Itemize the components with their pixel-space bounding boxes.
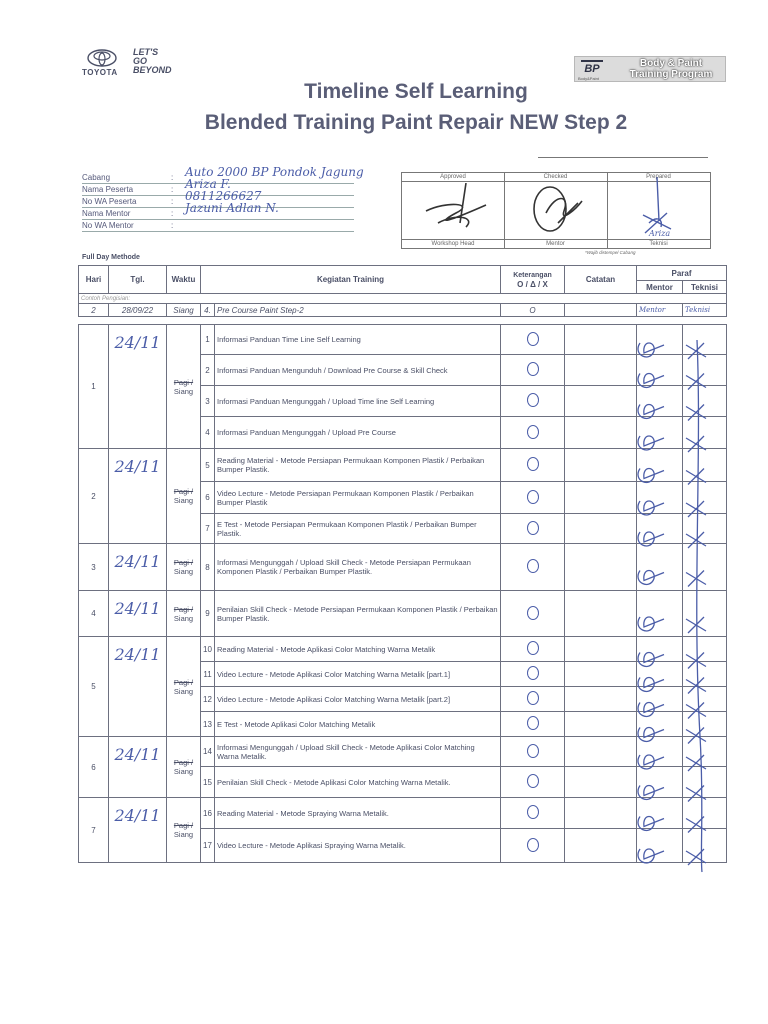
activity-number: 12: [201, 687, 215, 712]
activity-number: 1: [201, 325, 215, 355]
training-table: [78, 265, 726, 863]
catatan-cell[interactable]: [565, 514, 637, 544]
catatan-cell[interactable]: [565, 417, 637, 449]
mentor-paraf-mark: [638, 405, 664, 419]
mentor-paraf-mark: [638, 728, 664, 742]
hari-cell: 7: [79, 798, 109, 863]
mentor-paraf-mark: [638, 469, 664, 483]
keterangan-mark[interactable]: [501, 767, 565, 798]
activity-number: 10: [201, 637, 215, 662]
teknisi-paraf-mark: [686, 617, 706, 633]
mentor-paraf-mark: [638, 374, 664, 388]
activity-text: E Test - Metode Persiapan Permukaan Komponen Plastik / Perbaikan Bumper Plastik.: [215, 514, 501, 544]
catatan-cell[interactable]: [565, 798, 637, 829]
catatan-cell[interactable]: [565, 712, 637, 737]
waktu-cell: Pagi / Siang: [167, 544, 201, 591]
teknisi-paraf-mark: [686, 678, 706, 694]
info-label: No WA Peserta: [82, 197, 137, 206]
activity-number: 13: [201, 712, 215, 737]
teknisi-paraf-mark: [686, 405, 706, 421]
mentor-paraf-mark: [638, 849, 664, 863]
catatan-cell[interactable]: [565, 544, 637, 591]
teknisi-paraf-mark: [686, 653, 706, 669]
info-colon: :: [171, 173, 174, 182]
activity-text: Reading Material - Metode Persiapan Permukaan Komponen Plastik / Perbaikan Bumper Plastik.: [215, 449, 501, 482]
catatan-cell[interactable]: [565, 687, 637, 712]
teknisi-paraf-mark: [686, 436, 706, 452]
bp-icon: BP: [581, 60, 603, 79]
catatan-cell[interactable]: [565, 482, 637, 514]
stamp-note: *Wajib distempel Cabang: [585, 250, 636, 255]
catatan-cell[interactable]: [565, 737, 637, 767]
activity-text: Penilaian Skill Check - Metode Persiapan Permukaan Komponen Plastik / Perbaikan Bumper Plastik.: [215, 591, 501, 637]
keterangan-mark[interactable]: [501, 325, 565, 355]
activity-number: 17: [201, 829, 215, 863]
col-catatan: Catatan: [565, 266, 637, 294]
circle-mark-icon: [527, 559, 539, 573]
info-label: No WA Mentor: [82, 221, 134, 230]
activity-number: 14: [201, 737, 215, 767]
keterangan-mark[interactable]: [501, 544, 565, 591]
catatan-cell[interactable]: [565, 355, 637, 386]
teknisi-paraf-mark: [686, 501, 706, 517]
circle-mark-icon: [527, 744, 539, 758]
activity-text: Informasi Panduan Mengunggah / Upload Pre Course: [215, 417, 501, 449]
activity-text: Video Lecture - Metode Aplikasi Color Matching Warna Metalik [part.1]: [215, 662, 501, 687]
waktu-cell: Pagi / Siang: [167, 737, 201, 798]
toyota-wordmark: TOYOTA: [82, 68, 118, 77]
activity-number: 11: [201, 662, 215, 687]
teknisi-paraf-mark: [686, 728, 706, 744]
mentor-paraf-mark: [638, 678, 664, 692]
info-colon: :: [171, 185, 174, 194]
mentor-paraf-mark: [638, 786, 664, 800]
hari-cell: 5: [79, 637, 109, 737]
info-colon: :: [171, 221, 174, 230]
circle-mark-icon: [527, 362, 539, 376]
catatan-cell[interactable]: [565, 662, 637, 687]
activity-text: Informasi Panduan Mengunduh / Download Pre Course & Skill Check: [215, 355, 501, 386]
teknisi-paraf-mark: [686, 532, 706, 548]
keterangan-mark[interactable]: [501, 712, 565, 737]
signature-top-line: [538, 157, 708, 158]
example-label: Contoh Pengisian:: [79, 294, 727, 304]
info-value[interactable]: Ariza F.: [185, 177, 231, 191]
info-value[interactable]: Jazuni Adlan N.: [185, 201, 279, 215]
col-teknisi: Teknisi: [683, 281, 727, 294]
col-hari: Hari: [79, 266, 109, 294]
catatan-cell[interactable]: [565, 591, 637, 637]
mentor-paraf-mark: [638, 571, 664, 585]
tgl-cell[interactable]: 24/11: [109, 449, 167, 544]
body-paint-badge: BP Body&Paint Body & Paint Training Program: [574, 56, 726, 82]
keterangan-mark[interactable]: [501, 514, 565, 544]
circle-mark-icon: [527, 393, 539, 407]
signature-box: [401, 172, 711, 249]
circle-mark-icon: [527, 641, 539, 655]
info-colon: :: [171, 209, 174, 218]
circle-mark-icon: [527, 521, 539, 535]
checked-signature: [518, 183, 594, 235]
tgl-cell[interactable]: 24/11: [109, 798, 167, 863]
hari-cell: 6: [79, 737, 109, 798]
tgl-cell[interactable]: 24/11: [109, 325, 167, 449]
teknisi-paraf-mark: [686, 571, 706, 587]
activity-text: Video Lecture - Metode Aplikasi Spraying Warna Metalik.: [215, 829, 501, 863]
mentor-paraf-mark: [638, 817, 664, 831]
teknisi-paraf-mark: [686, 703, 706, 719]
activity-number: 3: [201, 386, 215, 417]
keterangan-mark[interactable]: [501, 798, 565, 829]
activity-number: 2: [201, 355, 215, 386]
activity-text: Video Lecture - Metode Aplikasi Color Matching Warna Metalik [part.2]: [215, 687, 501, 712]
mentor-paraf-mark: [638, 617, 664, 631]
prepared-cell: Prepared Ariza Teknisi: [607, 173, 710, 248]
info-label: Nama Peserta: [82, 185, 134, 194]
activity-text: Informasi Mengunggah / Upload Skill Check - Metode Persiapan Permukaan Komponen Plastik / Perbaikan Bumper Plastik.: [215, 544, 501, 591]
activity-number: 4: [201, 417, 215, 449]
paraf-signatures: [630, 336, 726, 886]
catatan-cell[interactable]: [565, 637, 637, 662]
info-label: Cabang: [82, 173, 111, 182]
catatan-cell[interactable]: [565, 449, 637, 482]
waktu-cell: Pagi / Siang: [167, 449, 201, 544]
circle-mark-icon: [527, 457, 539, 471]
circle-mark-icon: [527, 425, 539, 439]
hari-cell: 1: [79, 325, 109, 449]
page-subtitle: Blended Training Paint Repair NEW Step 2: [204, 111, 628, 134]
teknisi-name: Ariza: [649, 229, 671, 238]
teknisi-paraf-mark: [686, 374, 706, 390]
circle-mark-icon: [527, 691, 539, 705]
keterangan-mark[interactable]: [501, 829, 565, 863]
waktu-cell: Pagi / Siang: [167, 798, 201, 863]
approved-signature: [416, 183, 492, 235]
keterangan-mark[interactable]: [501, 737, 565, 767]
circle-mark-icon: [527, 666, 539, 680]
circle-mark-icon: [527, 490, 539, 504]
col-tgl: Tgl.: [109, 266, 167, 294]
teknisi-paraf-mark: [686, 343, 706, 359]
keterangan-mark[interactable]: [501, 662, 565, 687]
circle-mark-icon: [527, 716, 539, 730]
full-day-methode: Full Day Methode: [82, 254, 140, 261]
activity-number: 8: [201, 544, 215, 591]
keterangan-mark[interactable]: [501, 482, 565, 514]
col-keterangan: Keterangan O / Δ / X: [501, 266, 565, 294]
tgl-cell[interactable]: 24/11: [109, 637, 167, 737]
keterangan-mark[interactable]: [501, 449, 565, 482]
waktu-cell: Pagi / Siang: [167, 325, 201, 449]
col-kegiatan: Kegiatan Training: [201, 266, 501, 294]
info-row: [82, 220, 354, 232]
col-waktu: Waktu: [167, 266, 201, 294]
activity-number: 7: [201, 514, 215, 544]
mentor-paraf-mark: [638, 653, 664, 667]
keterangan-mark[interactable]: [501, 386, 565, 417]
tgl-cell[interactable]: 24/11: [109, 737, 167, 798]
keterangan-mark[interactable]: [501, 417, 565, 449]
circle-mark-icon: [527, 838, 539, 852]
activity-text: Reading Material - Metode Spraying Warna Metalik.: [215, 798, 501, 829]
teknisi-paraf-mark: [686, 755, 706, 771]
activity-text: Reading Material - Metode Aplikasi Color Matching Warna Metalik: [215, 637, 501, 662]
info-colon: :: [171, 197, 174, 206]
catatan-cell[interactable]: [565, 386, 637, 417]
circle-mark-icon: [527, 774, 539, 788]
keterangan-mark[interactable]: [501, 591, 565, 637]
catatan-cell[interactable]: [565, 325, 637, 355]
keterangan-mark[interactable]: [501, 637, 565, 662]
circle-mark-icon: [527, 805, 539, 819]
teknisi-paraf-mark: [686, 786, 706, 802]
col-paraf: Paraf: [637, 266, 727, 281]
keterangan-mark[interactable]: [501, 355, 565, 386]
hari-cell: 3: [79, 544, 109, 591]
approved-cell: Approved Workshop Head: [402, 173, 505, 248]
circle-mark-icon: [527, 606, 539, 620]
catatan-cell[interactable]: [565, 767, 637, 798]
activity-text: Informasi Mengunggah / Upload Skill Check - Metode Aplikasi Color Matching Warna Metalik.: [215, 737, 501, 767]
info-value[interactable]: 0811266627: [185, 189, 262, 203]
mentor-paraf-mark: [638, 532, 664, 546]
activity-text: Video Lecture - Metode Persiapan Permukaan Komponen Plastik / Perbaikan Bumper Plastik: [215, 482, 501, 514]
activity-number: 16: [201, 798, 215, 829]
info-value[interactable]: Auto 2000 BP Pondok Jagung: [185, 165, 364, 179]
activity-text: E Test - Metode Aplikasi Color Matching Metalik: [215, 712, 501, 737]
activity-number: 9: [201, 591, 215, 637]
slogan: LET'S GO BEYOND: [133, 47, 172, 75]
keterangan-mark[interactable]: [501, 687, 565, 712]
mentor-paraf-mark: [638, 755, 664, 769]
mentor-paraf-mark: [638, 436, 664, 450]
prepared-signature: [621, 177, 697, 237]
waktu-cell: Pagi / Siang: [167, 637, 201, 737]
waktu-cell: Pagi / Siang: [167, 591, 201, 637]
page-title: Timeline Self Learning: [304, 80, 528, 103]
tgl-cell[interactable]: 24/11: [109, 591, 167, 637]
hari-cell: 2: [79, 449, 109, 544]
mentor-paraf-mark: [638, 703, 664, 717]
teknisi-paraf-mark: [686, 849, 706, 865]
circle-mark-icon: [527, 332, 539, 346]
mentor-paraf-mark: [638, 501, 664, 515]
col-mentor: Mentor: [637, 281, 683, 294]
activity-number: 5: [201, 449, 215, 482]
tgl-cell[interactable]: 24/11: [109, 544, 167, 591]
hari-cell: 4: [79, 591, 109, 637]
info-label: Nama Mentor: [82, 209, 131, 218]
activity-number: 15: [201, 767, 215, 798]
activity-text: Informasi Panduan Mengunggah / Upload Time line Self Learning: [215, 386, 501, 417]
example-row: 2 28/09/22 Siang 4. Pre Course Paint Step-2 O Mentor Teknisi: [79, 304, 727, 317]
catatan-cell[interactable]: [565, 829, 637, 863]
activity-number: 6: [201, 482, 215, 514]
activity-text: Informasi Panduan Time Line Self Learning: [215, 325, 501, 355]
teknisi-paraf-mark: [686, 469, 706, 485]
checked-cell: Checked Mentor: [504, 173, 608, 248]
mentor-paraf-mark: [638, 343, 664, 357]
activity-text: Penilaian Skill Check - Metode Aplikasi Color Matching Warna Metalik.: [215, 767, 501, 798]
teknisi-paraf-mark: [686, 817, 706, 833]
